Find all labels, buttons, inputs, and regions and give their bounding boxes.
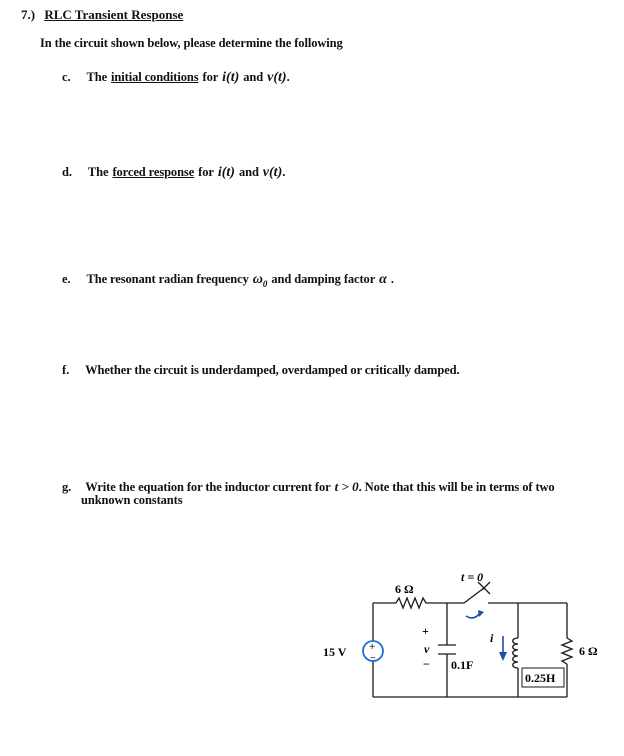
switch-arrow-head	[478, 610, 484, 617]
voltage-minus: −	[423, 657, 430, 671]
item-g-line2: unknown constants	[81, 493, 183, 507]
item-c-letter: c.	[62, 70, 71, 84]
item-f-letter: f.	[62, 363, 70, 377]
current-arrow-head	[499, 652, 507, 661]
item-e-letter: e.	[62, 272, 71, 286]
item-d-end: .	[282, 165, 286, 179]
current-label: i	[490, 631, 494, 645]
inductor-coil-icon	[513, 638, 518, 668]
item-d-var1: i(t)	[217, 165, 235, 180]
item-e-alpha: α	[379, 272, 387, 287]
item-d-post: for	[198, 165, 214, 179]
item-e-pre: The resonant radian frequency	[86, 272, 249, 286]
item-f-text: Whether the circuit is underdamped, overdamped or critically damped.	[85, 363, 460, 377]
item-e-omega: ω	[252, 272, 263, 287]
voltage-plus: +	[422, 624, 429, 638]
source-minus: −	[370, 653, 376, 664]
switch-label: t = 0	[461, 570, 484, 584]
item-c-underlined: initial conditions	[111, 70, 199, 84]
voltage-var: v	[424, 642, 430, 656]
item-g-pre: Write the equation for the inductor current for	[85, 480, 331, 494]
item-g-post: . Note that this will be in terms of two	[358, 480, 555, 494]
item-d-letter: d.	[62, 165, 72, 179]
resistor-right-label: 6 Ω	[579, 644, 598, 658]
item-d-underlined: forced response	[112, 165, 195, 179]
resistor-6ohm-right	[562, 638, 572, 664]
intro-text: In the circuit shown below, please determine the following	[40, 36, 343, 50]
source-label: 15 V	[323, 645, 347, 659]
item-g-cond: t > 0	[334, 479, 359, 494]
item-c-post: for	[202, 70, 219, 84]
item-c-end: .	[286, 70, 290, 84]
problem-number: 7.)	[21, 7, 36, 22]
item-d-pre: The	[87, 165, 109, 179]
inductor-label: 0.25H	[525, 671, 556, 685]
capacitor-label: 0.1F	[451, 658, 474, 672]
resistor-top-label: 6 Ω	[395, 582, 414, 596]
switch-arrow	[466, 613, 480, 618]
item-c-pre: The	[86, 70, 108, 84]
item-d-var2: v(t)	[262, 165, 283, 180]
item-e-omega-sub: 0	[262, 279, 268, 290]
resistor-6ohm-top	[396, 598, 428, 608]
item-c-and: and	[243, 70, 264, 84]
problem-title: RLC Transient Response	[44, 7, 184, 22]
item-g-letter: g.	[62, 480, 72, 494]
item-c-var2: v(t)	[267, 70, 287, 85]
item-e-end: .	[390, 272, 394, 286]
item-d-and: and	[238, 165, 259, 179]
source-plus: +	[369, 641, 376, 653]
item-e-and: and damping factor	[271, 272, 376, 286]
item-c-var1: i(t)	[222, 70, 240, 85]
